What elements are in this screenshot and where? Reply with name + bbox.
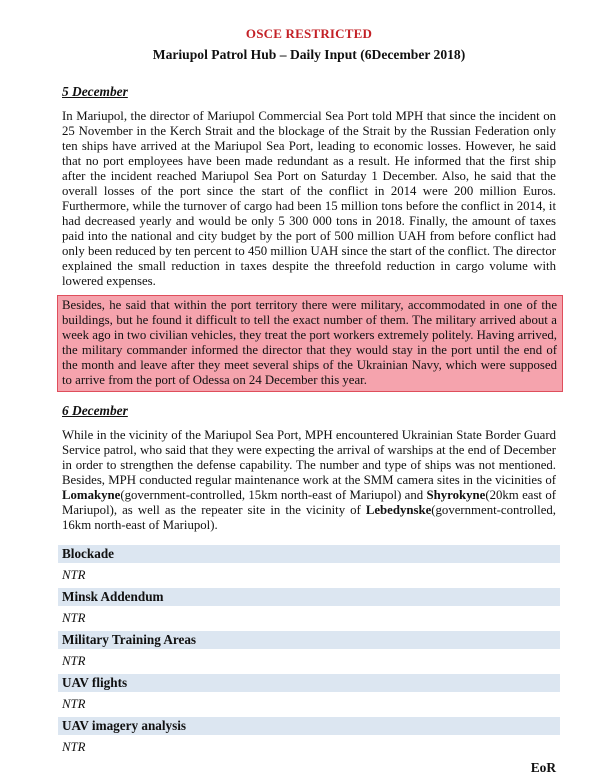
end-of-report-marker: EoR <box>530 760 556 775</box>
classification-banner: OSCE RESTRICTED <box>245 26 373 41</box>
report-section-value: NTR <box>62 568 86 582</box>
text-segment: Lebedynske <box>365 503 432 517</box>
report-section <box>62 674 556 712</box>
report-section <box>62 588 556 626</box>
paragraph-6dec-border-guard <box>62 428 556 533</box>
report-sections <box>62 545 556 755</box>
report-section-header <box>58 674 560 692</box>
report-section-label: Blockade <box>62 546 115 561</box>
text-segment: (government-controlled, 15km north-east of Mariupol) and <box>120 488 427 502</box>
report-section-header <box>58 631 560 649</box>
section-heading-5-december: 5 December <box>62 84 128 99</box>
text-segment: Shyrokyne <box>426 488 486 502</box>
text-segment: (20km east of Mariupol), as well as the repeater site in the vicinity of <box>62 488 556 517</box>
report-section-value: NTR <box>62 654 86 668</box>
report-section-label: UAV imagery analysis <box>62 718 187 733</box>
document-title: Mariupol Patrol Hub – Daily Input (6December 2018) <box>152 47 466 62</box>
report-section-value: NTR <box>62 611 86 625</box>
report-section-label: Military Training Areas <box>62 632 197 647</box>
report-section-header <box>58 588 560 606</box>
section-heading-6-december: 6 December <box>62 403 128 418</box>
highlighted-passage-box <box>57 295 563 392</box>
text-segment: While in the vicinity of the Mariupol Sea Port, MPH encountered Ukrainian State Border Guard Service patrol, who said that they were expecting the arrival of warships at the end of December in order to strengthen the defense capability. The number and type of ships was not mentioned. Besides, MPH conducted regular maintenance work at the SMM camera sites in the vicinities of <box>62 428 556 487</box>
text-segment: Lomakyne <box>62 488 121 502</box>
report-section-value: NTR <box>62 740 86 754</box>
report-section-label: Minsk Addendum <box>62 589 164 604</box>
report-section-value: NTR <box>62 697 86 711</box>
report-section-label: UAV flights <box>62 675 128 690</box>
report-section-header <box>58 545 560 563</box>
report-section <box>62 631 556 669</box>
report-section <box>62 717 556 755</box>
report-section <box>62 545 556 583</box>
paragraph-5dec-port-report: In Mariupol, the director of Mariupol Commercial Sea Port told MPH that since the incident on 25 November in the Kerch Strait and the blockage of the Strait by the Russian Federation only ten ships have arrived at the Mariupol Sea Port, leading to economic losses. However, he said that no port employees have been made redundant as a result. He informed that the first ship after the incident reached Mariupol Sea Port on Saturday 1 December. Also, he said that the overall losses of the port since the start of the conflict in 2014 were 200 million Euros. Furthermore, while the turnover of cargo had been 15 million tons before the conflict in 2014, it had decreased yearly and would be only 5 300 000 tons in 2018. Finally, the amount of taxes paid into the national and city budget by the port of 500 million UAH from before conflict had only been reduced by ten percent to 450 million UAH since the start of the conflict. The director explained the small reduction in taxes despite the threefold reduction in cargo volume with lowered expenses. <box>62 109 556 288</box>
text-segment: (government-controlled, 16km north-east of Mariupol). <box>62 503 556 532</box>
paragraph-5dec-highlighted: Besides, he said that within the port territory there were military, accommodated in one of the buildings, but he found it difficult to tell the exact number of them. The military arrived about a week ago in two civilian vehicles, they treat the port workers extremely politely. Having arrived, the military commander informed the director that they would stay in the port until the end of the month and leave after they meet several ships of the Ukrainian Navy, which were supposed to arrive from the port of Odessa on 24 December this year. <box>62 298 557 387</box>
